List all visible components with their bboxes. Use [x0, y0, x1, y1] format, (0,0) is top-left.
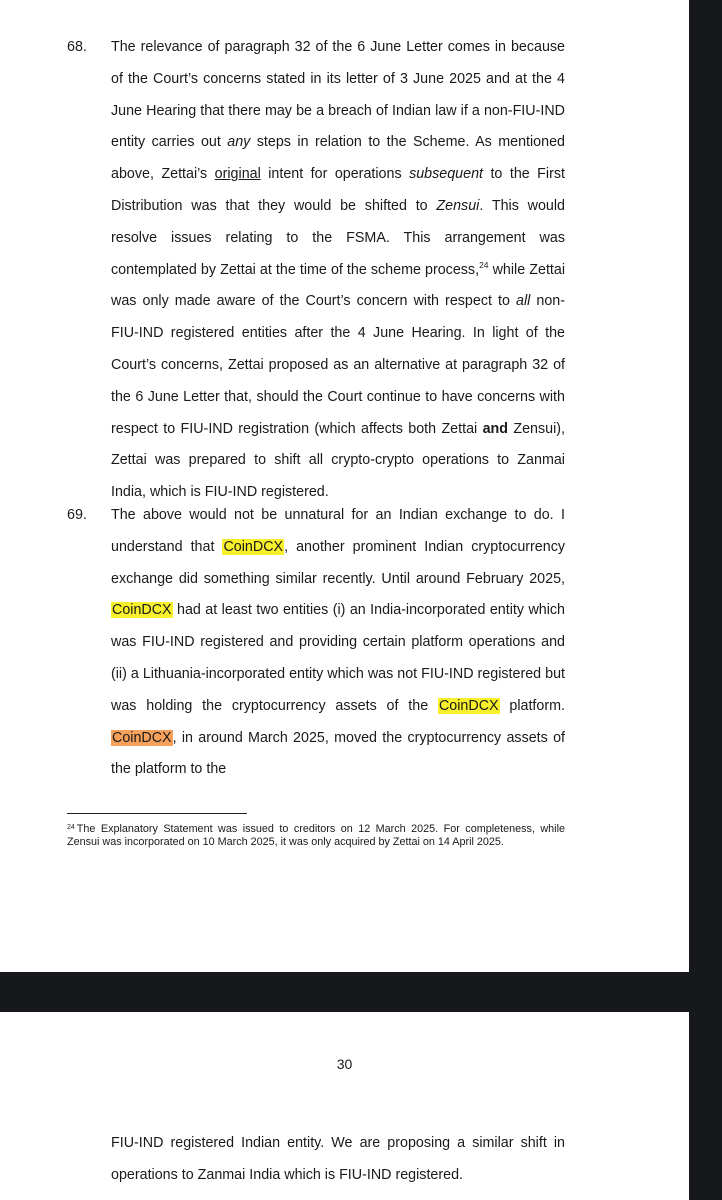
p68-underline-original: original: [214, 166, 261, 183]
footnote-text: The Explanatory Statement was issued to creditors on 12 March 2025. For completeness, while Zensui was incorporated on 10 March 2025, it was only acquired by Zettai on 14 April 2025.: [67, 823, 565, 848]
footnote-separator: [67, 813, 247, 814]
p68-emphasis-all: all: [516, 293, 531, 310]
footnote-marker: 24: [67, 824, 75, 831]
page-number: 30: [336, 1056, 353, 1072]
document-page-2: [0, 1012, 689, 1200]
p68-emphasis-zensui: Zensui: [436, 197, 480, 214]
p68-emphasis-any: any: [227, 134, 251, 151]
p68-text-6: while Zettai was only made aware of the Court’s concern with respect to: [111, 261, 566, 310]
p68-text-8: Zensui), Zettai was prepared to shift all crypto-crypto operations to Zanmai India, which is FIU-IND registered.: [111, 420, 565, 501]
highlight-coindcx-2: CoinDCX: [112, 602, 172, 619]
p68-text-4: to the First Distribution was that they would be shifted to: [111, 166, 565, 214]
highlight-coindcx-3: CoinDCX: [438, 697, 499, 714]
p68-text-1: The relevance of paragraph 32 of the 6 June Letter comes in because of the Court’s concerns stated in its letter of 3 June 2025 and at the 4 June Hearing that there may be a breach of Indian law if a non-FIU-IND entity carries out: [111, 39, 565, 151]
p69-text-1: The above would not be unnatural for an Indian exchange to do. I understand that: [111, 507, 565, 555]
paragraph-number-68: 68.: [67, 39, 87, 55]
p69-text-4: platform.: [499, 697, 565, 714]
paragraph-69: [111, 500, 565, 786]
p68-bold-and: and: [482, 420, 508, 437]
p68-text-3: intent for operations: [260, 166, 410, 183]
paragraph-68: [111, 32, 565, 509]
p69-text-5: , in around March 2025, moved the cryptocurrency assets of the platform to the: [111, 729, 565, 778]
paragraph-number-69: 69.: [67, 507, 87, 523]
p69-text-3: had at least two entities (i) an India-incorporated entity which was FIU-IND registered and providing certain platform operations and (ii) a Lithuania-incorporated entity which was not FIU-IND registered but was holding the cryptocurrency assets of the: [111, 602, 565, 714]
continuation-text: FIU-IND registered Indian entity. We are proposing a similar shift in operations to Zanmai India which is FIU-IND registered.: [111, 1135, 565, 1183]
highlight-coindcx-1: CoinDCX: [223, 538, 284, 555]
paragraph-69-continuation: [111, 1128, 565, 1192]
p68-text-7: non-FIU-IND registered entities after the 4 June Hearing. In light of the Court’s concerns, Zettai proposed as an alternative at paragraph 32 of the 6 June Letter that, should the Court continue to have concerns with respect to FIU-IND registration (which affects both Zettai: [111, 293, 565, 437]
p68-text-5: . This would resolve issues relating to the FSMA. This arrangement was contemplated by Zettai at the time of the scheme process,: [111, 197, 565, 278]
highlight-coindcx-4-active: CoinDCX: [112, 729, 172, 746]
p68-emphasis-subsequent: subsequent: [409, 166, 483, 183]
p68-text-2: steps in relation to the Scheme. As mentioned above, Zettai’s: [111, 134, 565, 183]
p69-text-2: , another prominent Indian cryptocurrency exchange did something similar recently. Until around February 2025,: [111, 538, 565, 587]
footnote-reference-24[interactable]: 24: [479, 259, 489, 270]
footnote-24: [67, 822, 565, 848]
